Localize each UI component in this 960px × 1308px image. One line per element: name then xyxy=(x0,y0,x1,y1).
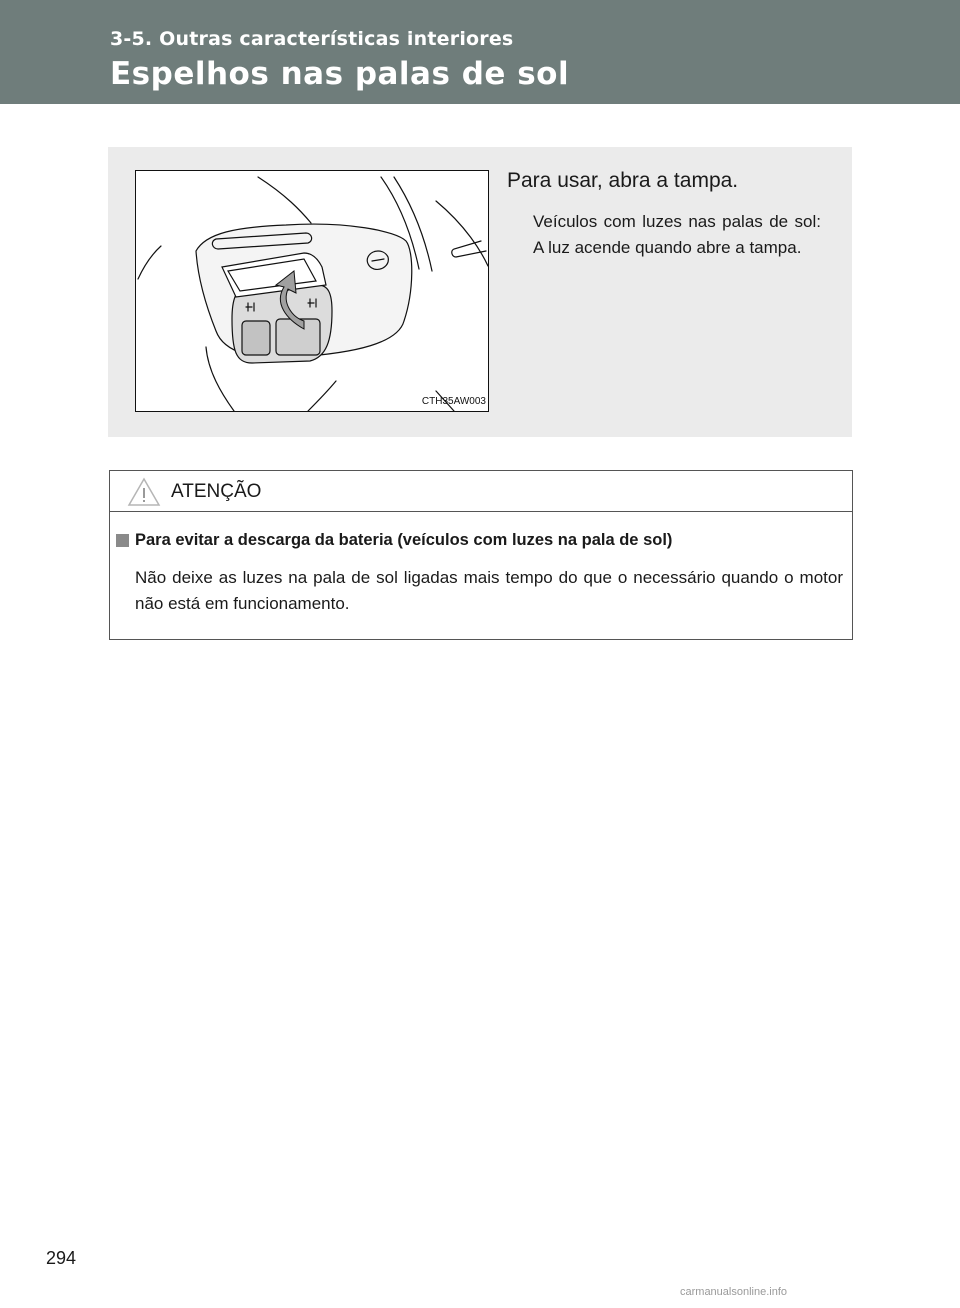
instruction-text: Para usar, abra a tampa. xyxy=(507,169,739,192)
page-header xyxy=(0,0,960,104)
info-panel xyxy=(108,147,852,437)
watermark: carmanualsonline.info xyxy=(680,1286,788,1298)
section-label: 3-5. Outras características interiores xyxy=(110,28,514,50)
sun-visor-mirror-drawing xyxy=(136,171,488,411)
warning-heading: Para evitar a descarga da bateria (veículos com luzes na pala de sol) xyxy=(135,531,673,549)
page-title: Espelhos nas palas de sol xyxy=(110,56,570,92)
warning-text: Não deixe as luzes na pala de sol ligadas mais tempo do que o necessário quando o motor não está em funcionamento. xyxy=(135,568,843,613)
square-bullet-icon xyxy=(116,534,129,547)
warning-box xyxy=(109,470,853,640)
light-note: Veículos com luzes nas palas de sol: A luz acende quando abre a tampa. xyxy=(533,212,821,257)
warning-label: ATENÇÃO xyxy=(171,481,262,502)
warning-header xyxy=(110,471,852,512)
sun-visor-illustration xyxy=(135,170,489,412)
illustration-code: CTH35AW003 xyxy=(421,396,486,407)
warning-triangle-icon xyxy=(127,477,161,507)
page-number: 294 xyxy=(46,1248,77,1268)
